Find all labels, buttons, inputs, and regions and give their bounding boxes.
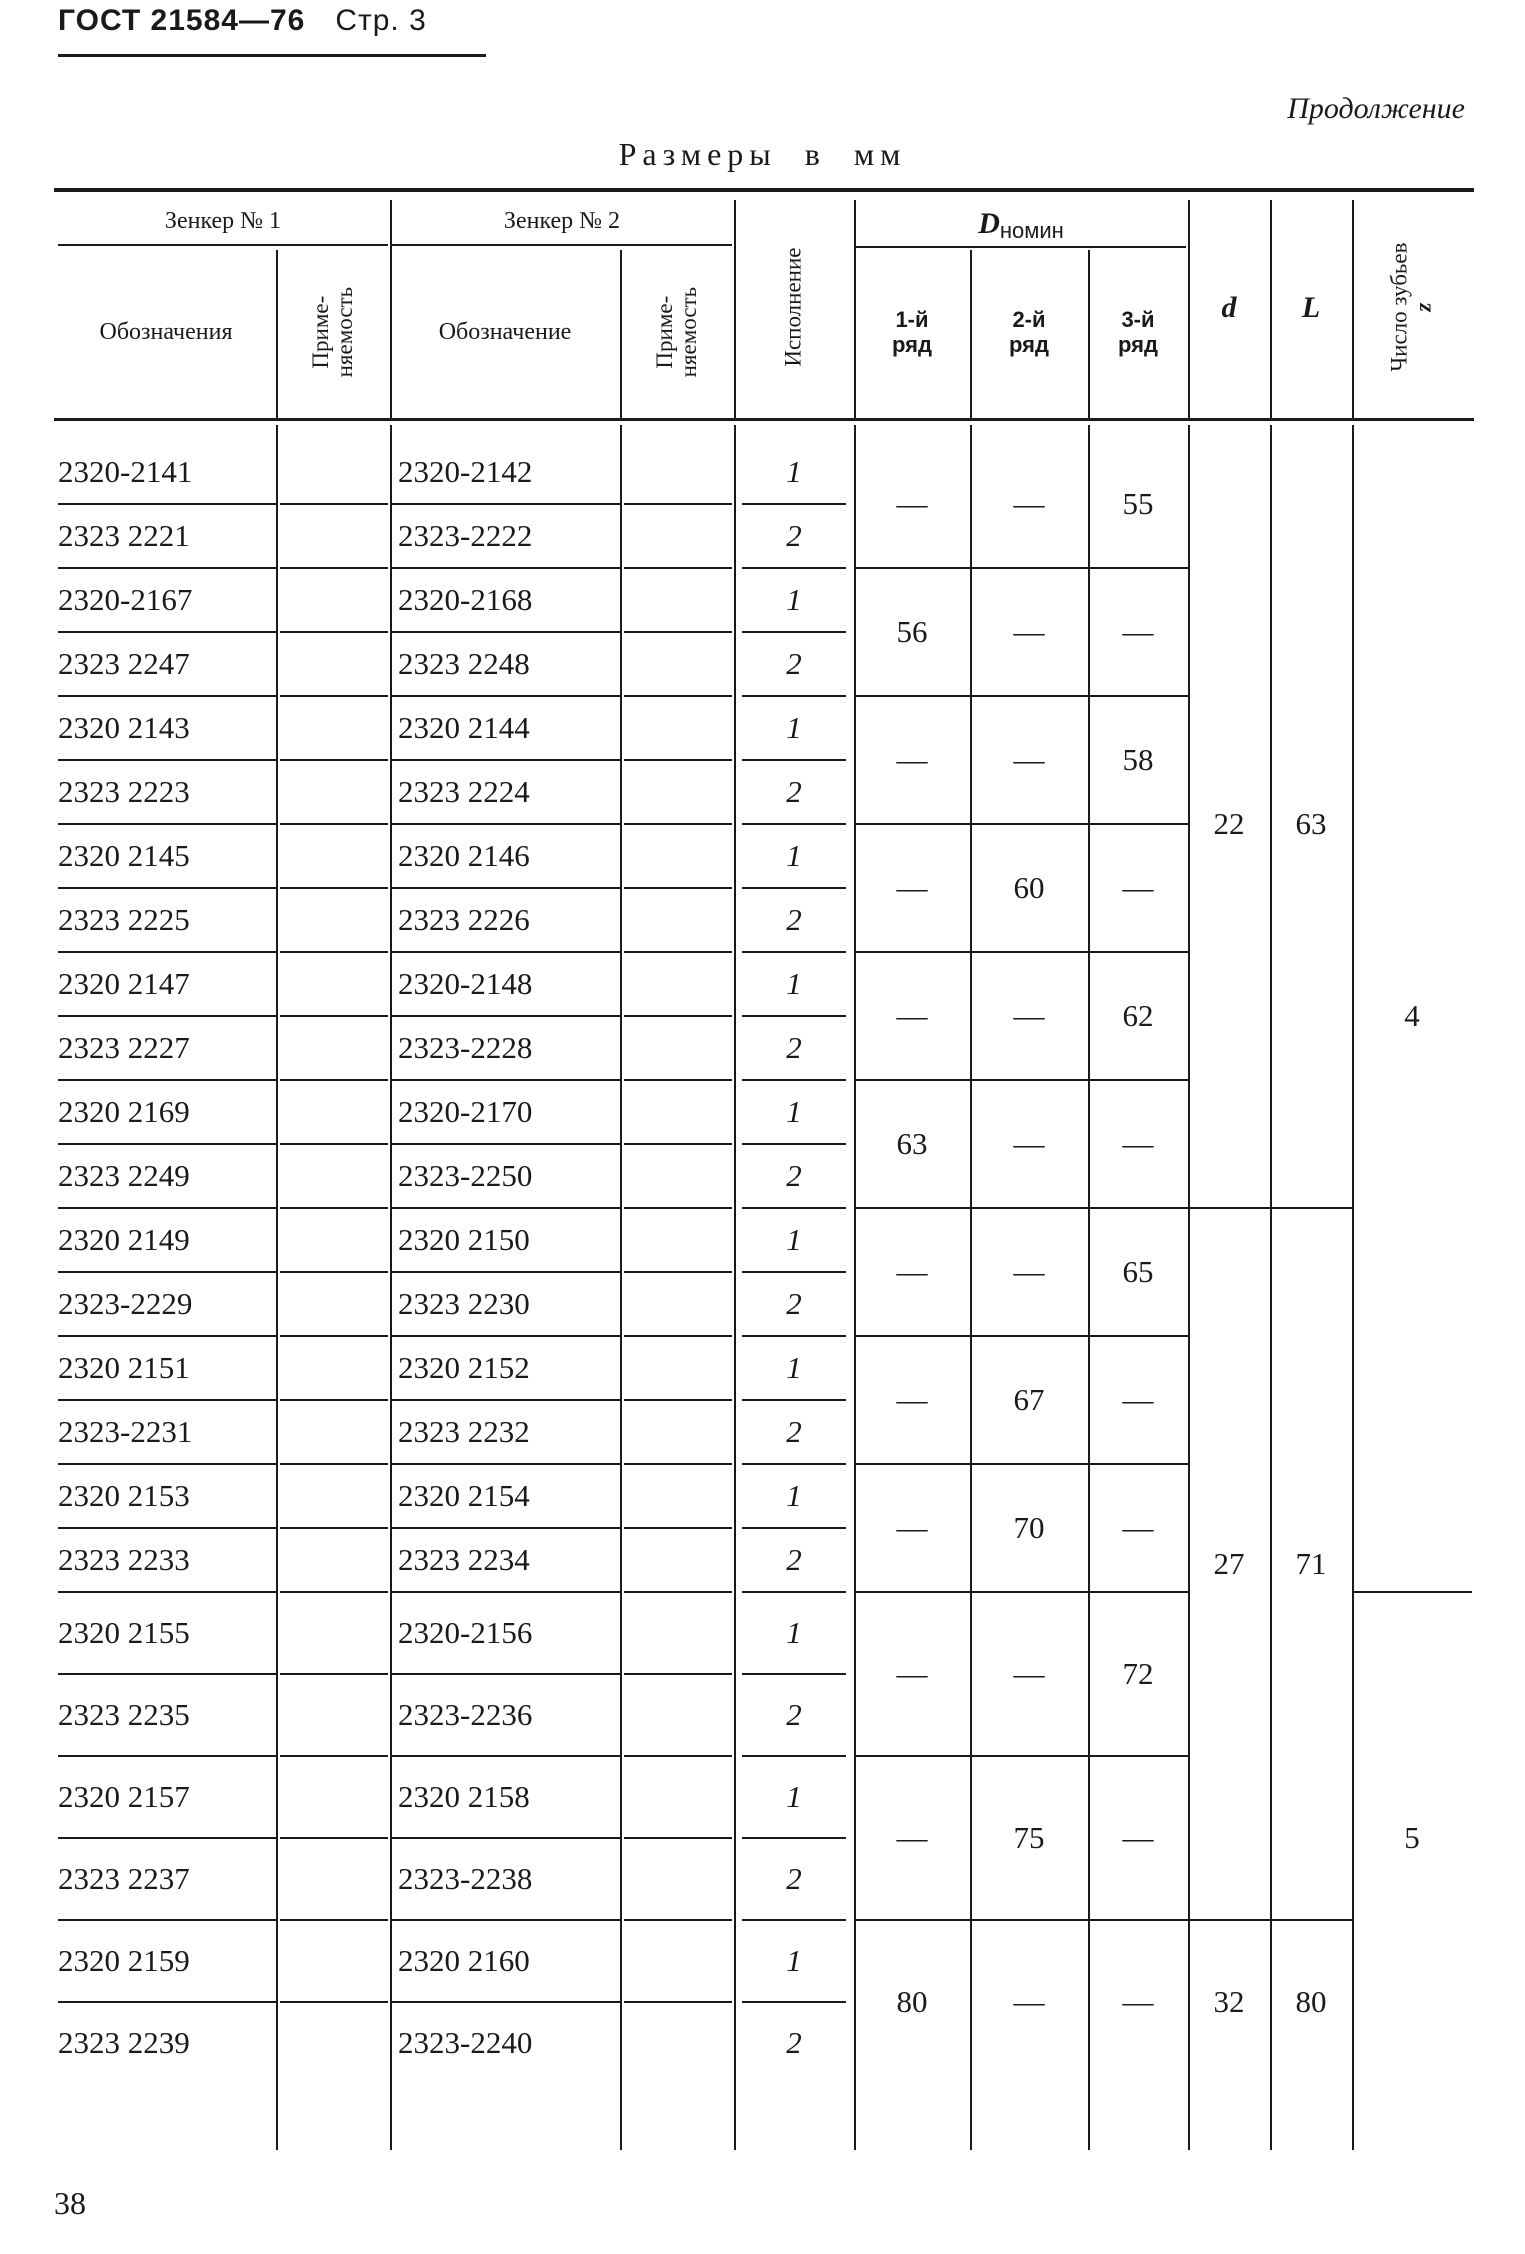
execution-value: 1 <box>786 1779 802 1814</box>
zenker2-designation: 2320 2150 <box>398 1222 530 1257</box>
row-divider <box>280 951 388 953</box>
zenker1-designation: 2320-2141 <box>58 454 193 489</box>
header-designation-1: Обозначения <box>99 319 233 346</box>
dnom-row-2-value: — <box>1013 614 1045 649</box>
zenker1-designation: 2323-2231 <box>58 1414 193 1449</box>
header-teeth <box>1354 200 1470 415</box>
zenker1-designation: 2320 2145 <box>58 838 190 873</box>
execution-value: 1 <box>786 454 802 489</box>
zenker2-designation: 2323 2234 <box>398 1542 530 1577</box>
row-divider <box>280 503 388 505</box>
row-divider <box>280 1673 388 1675</box>
row-divider <box>280 1335 388 1337</box>
row-divider <box>624 1837 732 1839</box>
zenker2-designation: 2320-2170 <box>398 1094 533 1129</box>
row-divider <box>624 1207 732 1209</box>
row-divider <box>280 1271 388 1273</box>
zenker2-designation: 2323 2248 <box>398 646 530 681</box>
execution-value: 2 <box>786 646 802 681</box>
body-vline <box>390 425 392 2150</box>
zenker2-designation: 2323-2228 <box>398 1030 533 1065</box>
top-rule <box>54 188 1474 192</box>
header-vline <box>854 200 856 418</box>
L-value: 71 <box>1295 1546 1327 1581</box>
header-vline <box>390 200 392 418</box>
units-word-2: в <box>804 136 826 172</box>
zenker2-designation: 2320 2158 <box>398 1779 530 1814</box>
zenker2-designation: 2320-2142 <box>398 454 533 489</box>
zenker1-designation: 2320 2143 <box>58 710 190 745</box>
teeth-value: 5 <box>1404 1820 1420 1855</box>
zenker1-designation: 2320 2149 <box>58 1222 190 1257</box>
dnom-row-3-value: 65 <box>1122 1254 1154 1289</box>
row-divider <box>280 1079 388 1081</box>
execution-value: 2 <box>786 1542 802 1577</box>
execution-value: 2 <box>786 1697 802 1732</box>
dnom-row-2-value: — <box>1013 1656 1045 1691</box>
execution-value: 2 <box>786 902 802 937</box>
dnom-row-2-value: — <box>1013 742 1045 777</box>
zenker1-designation: 2323 2223 <box>58 774 190 809</box>
header-execution <box>736 200 852 415</box>
zenker2-designation: 2323-2250 <box>398 1158 533 1193</box>
zenker1-designation: 2323 2233 <box>58 1542 190 1577</box>
header-vline <box>620 250 622 418</box>
row-divider <box>280 1207 388 1209</box>
header-d-nom <box>856 200 1186 246</box>
header-rule <box>58 54 486 57</box>
zenker2-designation: 2323 2230 <box>398 1286 530 1321</box>
units-word-3: мм <box>853 136 907 172</box>
row-divider <box>280 823 388 825</box>
zenker1-designation: 2323 2247 <box>58 646 190 681</box>
header-zenker-2: Зенкер № 2 <box>503 207 621 234</box>
zenker1-designation: 2320-2167 <box>58 582 193 617</box>
row-divider <box>624 567 732 569</box>
zenker2-designation: 2323-2222 <box>398 518 533 553</box>
header-vline <box>1352 200 1354 418</box>
execution-value: 2 <box>786 1414 802 1449</box>
page-header <box>58 4 427 38</box>
units-word-1: Размеры <box>618 136 777 172</box>
header-designation-2: Обозначение <box>438 319 572 346</box>
zenker2-designation: 2320-2156 <box>398 1615 533 1650</box>
zenker1-designation: 2320 2147 <box>58 966 190 1001</box>
dnom-row-2-value: — <box>1013 486 1045 521</box>
header-row-1: 1-й ряд <box>892 307 932 357</box>
dnom-underline <box>856 246 1186 248</box>
zenker2-designation: 2323 2226 <box>398 902 530 937</box>
zenker2-designation: 2323 2232 <box>398 1414 530 1449</box>
execution-value: 2 <box>786 518 802 553</box>
header-zenker-1: Зенкер № 1 <box>164 207 282 234</box>
row-divider <box>280 1837 388 1839</box>
zenker1-designation: 2320 2169 <box>58 1094 190 1129</box>
row-divider <box>280 1463 388 1465</box>
zenker1-designation: 2320 2159 <box>58 1943 190 1978</box>
execution-value: 1 <box>786 582 802 617</box>
row-divider <box>624 1271 732 1273</box>
row-divider <box>624 1591 732 1593</box>
dnom-row-3-value: — <box>1122 614 1154 649</box>
zenker2-designation: 2320 2154 <box>398 1478 530 1513</box>
continuation-label: Продолжение <box>1287 92 1465 125</box>
header-applicability-1 <box>278 250 388 415</box>
dnom-row-3-value: — <box>1122 1820 1154 1855</box>
zenker1-designation: 2323 2221 <box>58 518 190 553</box>
row-divider <box>624 2001 732 2003</box>
header-teeth-label: Число зубьев <box>1386 242 1412 373</box>
row-divider <box>624 631 732 633</box>
dnom-row-1-value: 63 <box>896 1126 928 1161</box>
zenker1-designation: 2323 2237 <box>58 1861 190 1896</box>
zenker2-designation: 2320-2148 <box>398 966 533 1001</box>
row-divider <box>624 759 732 761</box>
header-vline <box>1270 200 1272 418</box>
execution-value: 2 <box>786 1861 802 1896</box>
dnom-row-3-value: — <box>1122 870 1154 905</box>
dnom-row-3-value: 72 <box>1122 1656 1154 1691</box>
dnom-row-1-value: 80 <box>896 1984 928 2019</box>
execution-value: 2 <box>786 2025 802 2060</box>
zenker1-designation: 2323 2235 <box>58 1697 190 1732</box>
header-row-2: 2-й ряд <box>1009 307 1049 357</box>
L-value: 80 <box>1295 1984 1327 2019</box>
row-divider <box>624 1919 732 1921</box>
execution-value: 1 <box>786 1222 802 1257</box>
zenker1-underline <box>58 244 388 246</box>
row-divider <box>280 1143 388 1145</box>
row-divider <box>280 759 388 761</box>
row-divider <box>624 1527 732 1529</box>
page-number: 38 <box>54 2185 86 2221</box>
d-value: 32 <box>1213 1984 1245 2019</box>
row-divider <box>280 1015 388 1017</box>
row-divider <box>624 951 732 953</box>
row-divider <box>624 823 732 825</box>
zenker1-designation: 2323-2229 <box>58 1286 193 1321</box>
row-divider <box>624 1673 732 1675</box>
header-d-nom-symbol: D <box>978 206 1000 240</box>
header-vline <box>276 250 278 418</box>
dnom-row-3-value: — <box>1122 1510 1154 1545</box>
dnom-row-2-value: — <box>1013 1126 1045 1161</box>
dnom-row-1-value: — <box>896 1254 928 1289</box>
L-value: 63 <box>1295 806 1327 841</box>
dnom-row-2-value: — <box>1013 1254 1045 1289</box>
row-divider <box>624 887 732 889</box>
zenker1-designation: 2320 2157 <box>58 1779 190 1814</box>
row-divider <box>280 1527 388 1529</box>
row-divider <box>624 1755 732 1757</box>
row-divider <box>624 1335 732 1337</box>
zenker1-designation: 2323 2225 <box>58 902 190 937</box>
dnom-row-1-value: — <box>896 1820 928 1855</box>
dnom-row-2-value: 67 <box>1013 1382 1045 1417</box>
header-teeth-symbol: z <box>1411 303 1437 312</box>
zenker2-designation: 2323-2240 <box>398 2025 533 2060</box>
zenker2-designation: 2323 2224 <box>398 774 530 809</box>
page-label: Стр. 3 <box>335 4 427 37</box>
row-divider <box>280 1591 388 1593</box>
units-caption <box>0 136 1525 173</box>
row-divider <box>624 1143 732 1145</box>
row-divider <box>624 1463 732 1465</box>
execution-value: 1 <box>786 1350 802 1385</box>
header-teeth-text <box>1388 243 1436 372</box>
header-vline <box>970 250 972 418</box>
execution-value: 1 <box>786 1094 802 1129</box>
header-vline <box>1188 200 1190 418</box>
row-divider <box>624 1079 732 1081</box>
header-d-nom-sub: номин <box>999 217 1064 243</box>
execution-value: 2 <box>786 1286 802 1321</box>
execution-value: 1 <box>786 838 802 873</box>
execution-value: 2 <box>786 1030 802 1065</box>
zenker1-designation: 2323 2239 <box>58 2025 190 2060</box>
dnom-row-3-value: 62 <box>1122 998 1154 1033</box>
dnom-row-1-value: — <box>896 1656 928 1691</box>
row-divider <box>624 1399 732 1401</box>
header-applicability-2-text: Приме- няемость <box>651 287 701 378</box>
execution-value: 1 <box>786 966 802 1001</box>
dnom-row-2-value: 70 <box>1013 1510 1045 1545</box>
dnom-row-1-value: — <box>896 742 928 777</box>
row-divider <box>280 1755 388 1757</box>
header-row-3: 3-й ряд <box>1118 307 1158 357</box>
header-bottom-rule <box>54 418 1474 421</box>
row-divider <box>280 2001 388 2003</box>
dnom-row-3-value: — <box>1122 1126 1154 1161</box>
header-execution-text: Исполнение <box>780 247 806 368</box>
header-applicability-2 <box>622 250 732 415</box>
row-divider <box>280 1919 388 1921</box>
row-divider <box>280 631 388 633</box>
execution-value: 1 <box>786 1943 802 1978</box>
dnom-row-3-value: 55 <box>1122 486 1154 521</box>
zenker2-designation: 2323-2238 <box>398 1861 533 1896</box>
header-vline <box>734 200 736 418</box>
zenker2-designation: 2323-2236 <box>398 1697 533 1732</box>
zenker1-designation: 2323 2227 <box>58 1030 190 1065</box>
zenker2-designation: 2320-2168 <box>398 582 533 617</box>
row-divider <box>280 567 388 569</box>
standard-number: ГОСТ 21584—76 <box>58 4 306 37</box>
row-divider <box>280 1399 388 1401</box>
row-divider <box>280 695 388 697</box>
zenker2-designation: 2320 2144 <box>398 710 530 745</box>
header-applicability-1-text: Приме- няемость <box>307 287 357 378</box>
execution-value: 1 <box>786 710 802 745</box>
dnom-row-1-value: — <box>896 870 928 905</box>
zenker1-designation: 2320 2151 <box>58 1350 190 1385</box>
execution-value: 1 <box>786 1478 802 1513</box>
dnom-row-3-value: 58 <box>1122 742 1154 777</box>
dnom-row-2-value: — <box>1013 1984 1045 2019</box>
dnom-row-1-value: — <box>896 1382 928 1417</box>
zenker2-designation: 2320 2146 <box>398 838 530 873</box>
row-divider <box>624 695 732 697</box>
zenker2-designation: 2320 2152 <box>398 1350 530 1385</box>
zenker2-underline <box>392 244 732 246</box>
d-value: 22 <box>1213 806 1245 841</box>
dnom-row-3-value: — <box>1122 1984 1154 2019</box>
row-divider <box>624 1015 732 1017</box>
header-L: L <box>1301 291 1321 324</box>
dnom-row-1-value: — <box>896 1510 928 1545</box>
execution-value: 2 <box>786 1158 802 1193</box>
dnom-row-1-value: — <box>896 998 928 1033</box>
header-vline <box>1088 250 1090 418</box>
zenker1-designation: 2323 2249 <box>58 1158 190 1193</box>
dnom-row-3-value: — <box>1122 1382 1154 1417</box>
zenker1-designation: 2320 2155 <box>58 1615 190 1650</box>
dnom-row-2-value: 75 <box>1013 1820 1045 1855</box>
execution-value: 1 <box>786 1615 802 1650</box>
dnom-row-1-value: — <box>896 486 928 521</box>
row-divider <box>624 503 732 505</box>
teeth-value: 4 <box>1404 998 1420 1033</box>
zenker1-designation: 2320 2153 <box>58 1478 190 1513</box>
dnom-row-2-value: — <box>1013 998 1045 1033</box>
d-value: 27 <box>1213 1546 1245 1581</box>
row-divider <box>280 887 388 889</box>
body-vline <box>276 425 278 2150</box>
zenker2-designation: 2320 2160 <box>398 1943 530 1978</box>
dnom-row-1-value: 56 <box>896 614 928 649</box>
body-vline <box>620 425 622 2150</box>
header-d: d <box>1221 291 1237 324</box>
dnom-row-2-value: 60 <box>1013 870 1045 905</box>
execution-value: 2 <box>786 774 802 809</box>
